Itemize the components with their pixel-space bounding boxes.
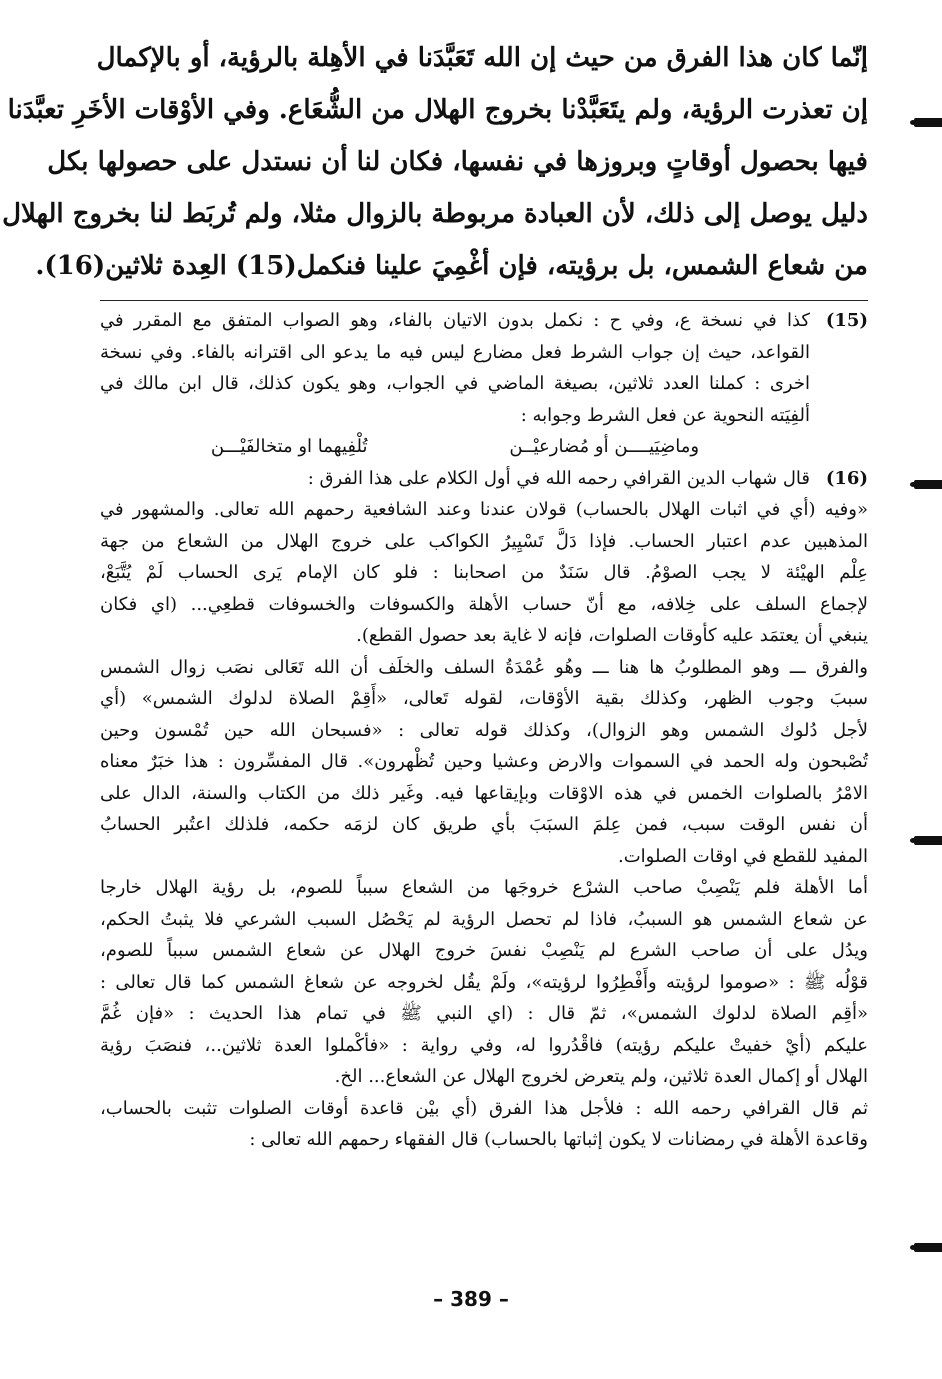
margin-mark-decoration	[914, 118, 942, 127]
footnote-paragraph	[100, 652, 868, 873]
poetry-verse	[100, 431, 810, 463]
footnote-line: «أقِم الصلاة لدلوك الشمس»، ثمّ قال : (اي النبي ﷺ في تمام هذا الحديث : «فإن غُمَّ	[100, 1003, 868, 1024]
footnote-line: المذهبين عدم اعتبار الحساب. فإذا دَلَّ تَسْيِيرُ الكواكب على خروج الهلال من الشعاع من جهة	[100, 530, 868, 552]
main-text-line: دليل يوصل إلى ذلك، لأن العبادة مربوطة بالزوال مثلا، ولم تُربَط لنا بخروج الهلال	[2, 199, 868, 229]
footnote-line: المفيد للقطع في اوقات الصلوات.	[617, 845, 868, 867]
footnote-paragraph	[100, 872, 868, 1093]
footnote-paragraph	[100, 494, 868, 652]
footnote-line: الهلال أو إكمال العدة ثلاثين، ولم يتعرض لخروج الهلال عن الشعاع... الخ.	[334, 1066, 868, 1087]
footnote-body	[100, 494, 868, 1156]
footnote-line: ويدُل على أن صاحب الشرع لم يَنْصِبْ نفسَ خروج الهلال عن شعاع الشمس سبباً للصوم،	[100, 940, 868, 961]
footnote-line: سببَ وجوب الظهر، وكذلك بقية الأوْقات، لقوله تَعالى، «أَقِمْ الصلاة لدلوك الشمس» (أي	[100, 688, 868, 709]
footnote-line: قوْلُه ﷺ : «صوموا لرؤيته وأَفْطِرُوا لرؤيته»، ولَمْ يقُل لخروجه عن شعاغ الشمس كما قال تعالى :	[100, 971, 868, 993]
footnote-16	[100, 463, 868, 1156]
page-content	[2, 32, 868, 1156]
footnote-line: وقاعدة الأهلة في رمضانات لا يكون إثباتها بالحساب) قال الفقهاء رحمهم الله تعالى :	[249, 1129, 868, 1150]
main-text-line: من شعاع الشمس، بل برؤيته، فإن أغْمِيَ علينا فنكمل(15) العِدة ثلاثين(16).	[35, 251, 868, 281]
footnote-line: أما الأهلة فلم يَنْصِبْ صاحب الشرْع خروجَها من الشعاع سبباً للصوم، بل رؤية الهلال خارجا	[100, 877, 868, 898]
margin-mark-decoration	[914, 480, 942, 489]
main-text-line: إن تعذرت الرؤية، ولم يتَعَبَّدْنا بخروج الهلال من الشُّعَاع. وفي الأوْقات الأخَرِ تعبَّدَنا	[7, 95, 868, 125]
footnote-line: القواعد، حيث إن جواب الشرط فعل مضارع ليس فيه ما يدعو الى اقترانه بالفاء. وفي نسخة	[100, 341, 810, 363]
verse-hemistich-right: وماضِيَيــــن أو مُضارعيْــن	[509, 436, 700, 457]
footnote-number: (16)	[825, 467, 868, 489]
footnote-line: اخرى : كملنا العدد ثلاثين، بصيغة الماضي في الجواب، وهو يكون كذلك، قال ابن مالك في	[100, 373, 810, 394]
page-number: – 389 –	[433, 1287, 509, 1311]
footnote-number: (15)	[825, 310, 868, 331]
footnote-line: تُصْبحون وله الحمد في السموات والارض وعشيا وحين تُظْهرون». قال المفسِّرون : هذا خبَرٌ معناه	[100, 751, 868, 772]
footnote-line: لأجل دُلوك الشمس وهو الزوال)، وكذلك قوله تعالى : «فسبحان الله حين تُمْسون وحين	[100, 719, 868, 741]
verse-hemistich-left: تُلْفِيهما او متخالفَيْـــن	[210, 436, 368, 457]
footnote-line: أن نفس الوقت سبب، فمن عِلمَ السبَبَ بأي طريق كان لزمَه حكمه، فلذلك اعتُبر الحسابُ	[100, 814, 868, 835]
footnote-line: كذا في نسخة ع، وفي ح : نكمل بدون الاتيان بالفاء، وهو الصواب المتفق مع المقرر في	[100, 310, 810, 331]
margin-mark-decoration	[914, 836, 942, 845]
footnote-line: ألفِيَته النحوية عن فعل الشرط وجوابه :	[520, 404, 810, 426]
footnote-divider	[100, 300, 868, 301]
footnote-line: لإجماع السلف على خِلافه، مع أنّ حساب الأهلة والكسوفات والخسوفات قطعِي... (اي فكان	[100, 593, 868, 615]
footnote-15	[100, 305, 868, 463]
footnote-line: عِلْم الهيْئة لا يجب الصوْمُ. قال سَنَدٌ من اصحابنا : فلو كان الإمام يَرى الحساب لَمْ يُتَّبَعْ،	[100, 562, 868, 583]
footnote-line: عن شعاع الشمس هو السببُ، فاذا لم تحصل الرؤية لم يَحْصُل السبب الشرعي فلا يثبتُ الحكم،	[100, 908, 868, 930]
footnote-line: الامْرُ بالصلوات الخمس في هذه الاوْقات وبإيقاعها فيه. وغَير ذلك من الكتاب والسنة، الدال على	[100, 782, 868, 804]
footnote-line: والفرق ـــ وهو المطلوبُ ها هنا ـــ وهُو عُمْدَةُ السلف والخلَف أن الله تَعَالى نصَب زوال الشمس	[100, 656, 868, 678]
footnote-paragraph	[100, 1093, 868, 1156]
footnote-line: عليكم (أيْ خفيتْ عليكم رؤيته) فاقْدُروا له، وفي رواية : «فأكْملوا العدة ثلاثين..، فنصَبَ رؤية	[100, 1034, 868, 1056]
footnote-line: ثم قال القرافي رحمه الله : فلأجل هذا الفرق (أي بيْن قاعدة أوقات الصلوات تثبت بالحساب،	[100, 1097, 868, 1119]
main-text-line: إنّما كان هذا الفرق من حيث إن الله تَعَبَّدَنا في الأهِلة بالرؤية، أو بالإكمال	[96, 43, 868, 73]
footnote-line: ينبغي أن يعتمَد عليه كأوقات الصلوات، فإنه لا غاية بعد حصول القطع).	[356, 625, 868, 646]
main-text	[2, 32, 868, 292]
main-text-line: فيها بحصول أوقاتٍ وبروزها في نفسها، فكان لنا أن نستدل على حصولها بكل	[47, 147, 868, 177]
footnotes	[100, 305, 868, 1156]
footnote-line: قال شهاب الدين القرافي رحمه الله في أول الكلام على هذا الفرق :	[307, 467, 810, 489]
footnote-line: «وفيه (أي في اثبات الهلال بالحساب) قولان عندنا وعند الشافعية رحمهم الله تعالى. والمشهور في	[100, 499, 868, 520]
margin-mark-decoration	[914, 1243, 942, 1252]
